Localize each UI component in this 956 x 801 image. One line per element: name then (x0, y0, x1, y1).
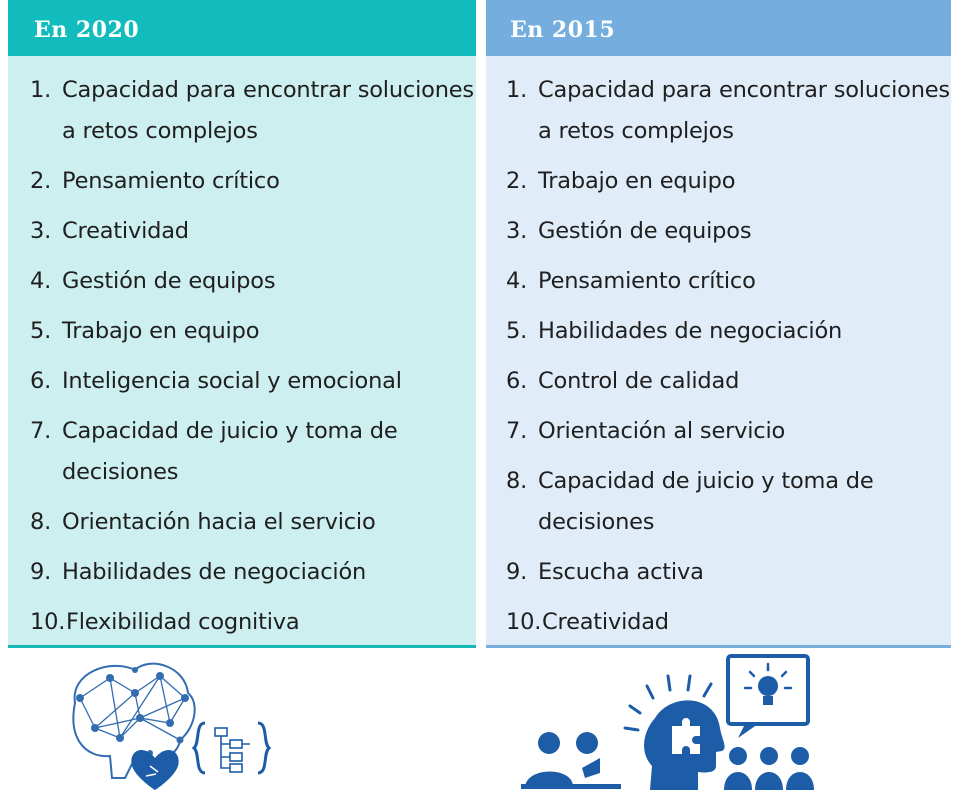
illustration-row (0, 648, 956, 801)
list-item: 3. Creatividad (30, 218, 189, 244)
flowchart-braces-icon (194, 723, 269, 773)
skills-list-2020 (8, 56, 476, 643)
column-title-2020: En 2020 (8, 0, 476, 56)
list-item: 2. Trabajo en equipo (506, 168, 736, 194)
list-item: 6. Control de calidad (506, 368, 740, 394)
list-item: 5. Trabajo en equipo (30, 318, 260, 344)
column-2020 (8, 0, 476, 648)
column-title-2015: En 2015 (486, 0, 951, 56)
column-2015 (486, 0, 951, 648)
list-item: 9. Habilidades de negociación (30, 559, 367, 585)
list-item: 3. Gestión de equipos (506, 218, 752, 244)
list-item: 2. Pensamiento crítico (30, 168, 280, 194)
list-item: 10. Creatividad (506, 609, 669, 635)
presentation-bulb-icon (724, 656, 814, 790)
skills-list-2015 (486, 56, 951, 643)
illustrations (0, 648, 956, 801)
list-item: 5. Habilidades de negociación (506, 318, 843, 344)
list-item: 1. Capacidad para encontrar soluciones a retos complejos (30, 77, 474, 144)
list-item: 8. Orientación hacia el servicio (30, 509, 376, 535)
meeting-people-icon (521, 732, 621, 789)
list-item: 8. Capacidad de juicio y toma de decisiones (506, 468, 874, 535)
list-item: 6. Inteligencia social y emocional (30, 368, 402, 394)
list-item: 4. Gestión de equipos (30, 268, 276, 294)
list-item: 1. Capacidad para encontrar soluciones a retos complejos (506, 77, 950, 144)
list-item: 10. Flexibilidad cognitiva (30, 609, 300, 635)
list-item: 4. Pensamiento crítico (506, 268, 756, 294)
list-item: 7. Capacidad de juicio y toma de decisiones (30, 418, 398, 485)
heart-puzzle-icon (131, 750, 178, 790)
head-puzzle-idea-icon (625, 676, 725, 790)
list-item: 7. Orientación al servicio (506, 418, 786, 444)
list-item: 9. Escucha activa (506, 559, 704, 585)
